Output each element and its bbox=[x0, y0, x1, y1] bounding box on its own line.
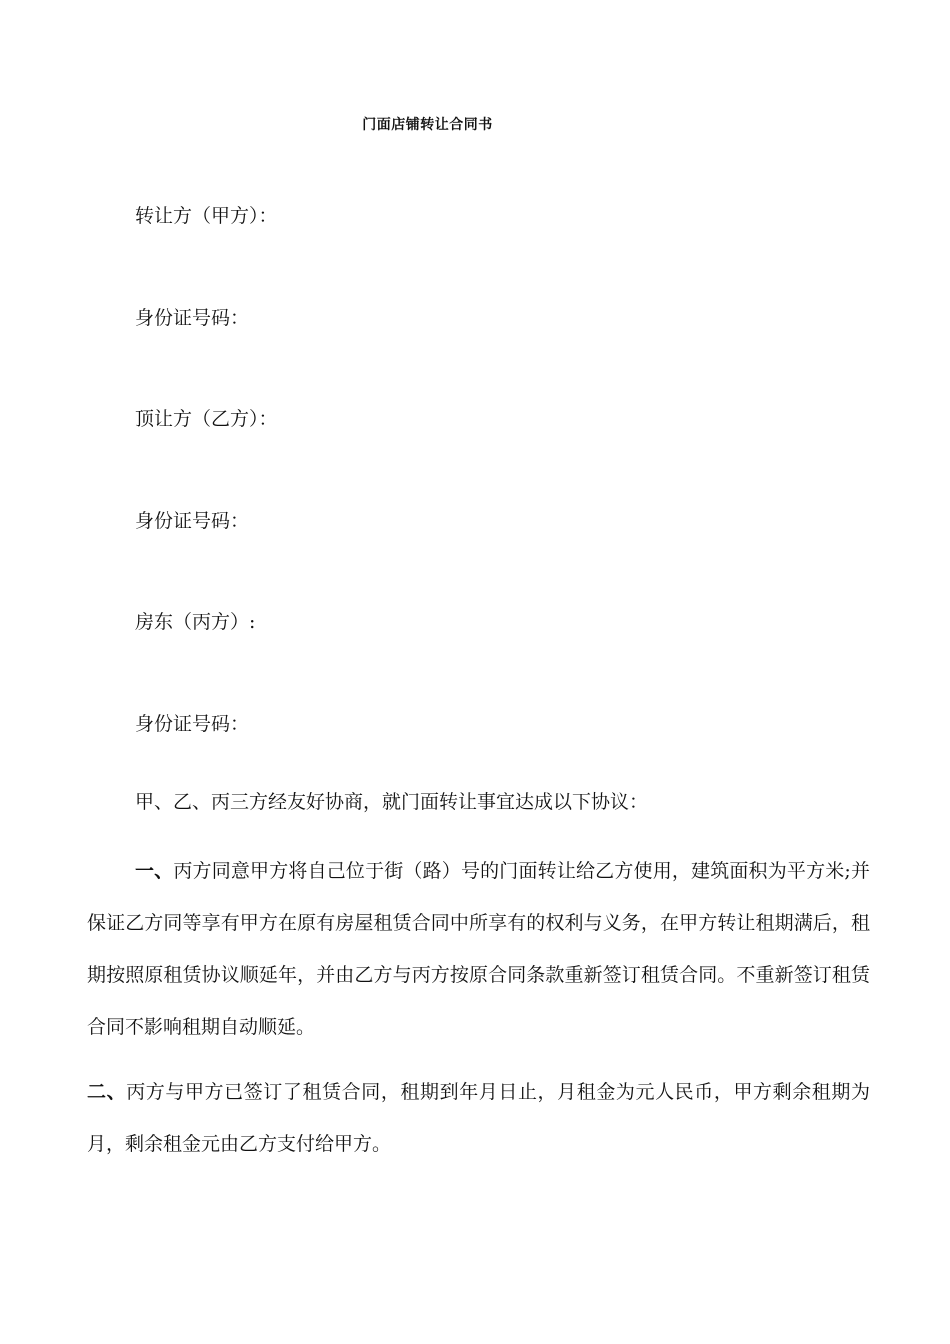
party-b-id-number-field: 身份证号码： bbox=[135, 510, 250, 532]
clause-two-text: 丙方与甲方已签订了租赁合同，租期到年月日止，月租金为元人民币，甲方剩余租期为月，剩余租金元由乙方支付给甲方。 bbox=[87, 1081, 870, 1155]
clause-one-number: 一、 bbox=[135, 860, 174, 882]
transferee-party-b-field: 顶让方（乙方）： bbox=[135, 408, 278, 430]
clause-one bbox=[87, 845, 870, 1053]
landlord-party-c-field: 房东（丙方）: bbox=[135, 611, 256, 633]
clause-two bbox=[87, 1066, 870, 1170]
clause-two-number: 二、 bbox=[87, 1081, 127, 1103]
party-a-id-number-field: 身份证号码： bbox=[135, 307, 250, 329]
document-title: 门面店铺转让合同书 bbox=[362, 117, 493, 133]
clause-one-text: 丙方同意甲方将自己位于街（路）号的门面转让给乙方使用，建筑面积为平方米;并保证乙方同等享有甲方在原有房屋租赁合同中所享有的权利与义务，在甲方转让租期满后，租期按照原租赁协议顺延年，并由乙方与丙方按原合同条款重新签订租赁合同。不重新签订租赁合同不影响租期自动顺延。 bbox=[87, 860, 870, 1038]
party-c-id-number-field: 身份证号码： bbox=[135, 713, 250, 735]
transferor-party-a-field: 转让方（甲方）： bbox=[135, 205, 278, 227]
agreement-intro: 甲、乙、丙三方经友好协商，就门面转让事宜达成以下协议： bbox=[135, 791, 649, 813]
